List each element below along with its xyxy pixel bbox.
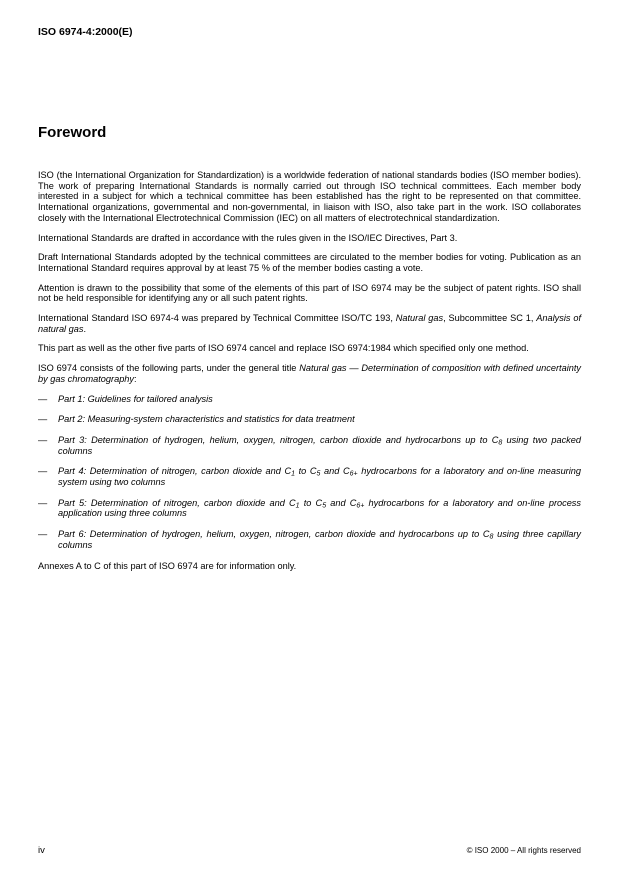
text-segment: hydrocarbons for a laboratory and on-line measuring system using two columns — [58, 466, 581, 488]
text-segment: Part 3: Determination of hydrogen, helium, oxygen, nitrogen, carbon dioxide and hydrocarbons up to C — [58, 434, 499, 445]
paragraph — [38, 313, 581, 334]
text-segment: International Standards are drafted in accordance with the rules given in the ISO/IEC Directives, Part 3. — [38, 232, 458, 243]
paragraph — [38, 343, 581, 354]
page-title: Foreword — [38, 124, 107, 141]
page-number: iv — [38, 845, 45, 856]
list-item-text — [58, 466, 581, 487]
list-item — [38, 529, 581, 550]
text-segment: 5 — [316, 470, 321, 478]
foreword-content — [38, 170, 581, 571]
list-item — [38, 414, 581, 425]
text-segment: 6+ — [349, 470, 358, 478]
text-segment: 8 — [489, 533, 494, 541]
list-item — [38, 394, 581, 405]
list-item — [38, 435, 581, 456]
document-number: ISO 6974-4:2000(E) — [38, 26, 133, 38]
list-dash: — — [38, 393, 48, 404]
text-segment: and C — [326, 497, 357, 508]
list-dash: — — [38, 466, 48, 477]
list-item-text — [58, 394, 581, 405]
list-dash: — — [38, 529, 48, 540]
list-item — [38, 498, 581, 519]
text-segment: ISO 6974 consists of the following parts, under the general title — [38, 363, 300, 374]
text-segment: 1 — [291, 470, 296, 478]
text-segment: Attention is drawn to the possibility that some of the elements of this part of ISO 6974 may be the subject of patent rights. ISO shall not be held responsible for identifying any or all such patent rights. — [38, 282, 581, 304]
text-segment: Part 1: Guidelines for tailored analysis — [58, 393, 213, 404]
list-item-text — [58, 414, 581, 425]
text-segment: hydrocarbons for a laboratory and on-line process application using three columns — [58, 497, 581, 519]
list-dash: — — [38, 497, 48, 508]
text-segment: Part 6: Determination of hydrogen, helium, oxygen, nitrogen, carbon dioxide and hydrocarbons up to C — [58, 529, 490, 540]
paragraph — [38, 363, 581, 384]
list-dash: — — [38, 414, 48, 425]
text-segment: , Subcommittee SC 1, — [443, 313, 537, 324]
list-item-text — [58, 435, 581, 456]
text-segment: Natural gas — Determination of composition with defined uncertainty by gas chromatography — [38, 363, 581, 384]
list-dash: — — [38, 434, 48, 445]
text-segment: 8 — [498, 439, 503, 447]
paragraph — [38, 170, 581, 224]
copyright-notice: © ISO 2000 – All rights reserved — [466, 846, 581, 855]
paragraph — [38, 283, 581, 304]
text-segment: Part 2: Measuring-system characteristics and statistics for data treatment — [58, 414, 355, 425]
text-segment: Natural gas — [395, 313, 444, 324]
text-segment: 1 — [295, 502, 300, 510]
list-item-text — [58, 498, 581, 519]
list-item — [38, 466, 581, 487]
text-segment: International Standard ISO 6974-4 was prepared by Technical Committee ISO/TC 193, — [38, 313, 396, 324]
text-segment: using three capillary columns — [58, 529, 581, 550]
text-segment: Analysis of natural gas — [38, 313, 581, 334]
paragraph — [38, 233, 581, 244]
text-segment: Draft International Standards adopted by the technical committees are circulated to the member bodies for voting. Publication as an International Standard requires approval by at least 75 % of the member bodies casting a vote. — [38, 252, 581, 273]
text-segment: using two packed columns — [58, 434, 581, 456]
text-segment: to C — [295, 466, 317, 477]
text-segment: 6+ — [356, 502, 365, 510]
document-header — [38, 26, 581, 38]
document-footer — [38, 845, 581, 856]
text-segment: . — [83, 323, 87, 334]
text-segment: : — [134, 373, 137, 384]
text-segment: Part 5: Determination of nitrogen, carbon dioxide and C — [58, 497, 296, 508]
list-item-text — [58, 529, 581, 550]
text-segment: This part as well as the other five parts of ISO 6974 cancel and replace ISO 6974:1984 which specified only one method. — [38, 343, 529, 354]
text-segment: Annexes A to C of this part of ISO 6974 are for information only. — [38, 560, 297, 571]
text-segment: Part 4: Determination of nitrogen, carbon dioxide and C — [58, 466, 292, 477]
paragraph — [38, 252, 581, 273]
text-segment: ISO (the International Organization for Standardization) is a worldwide federation of national standards bodies (ISO member bodies). The work of preparing International Standards is normally carried out through ISO technical committees. Each member body interested in a subject for which a technical committee has been established has the right to be represented on that committee. International organizations, governmental and non-governmental, in liaison with ISO, also take part in the work. ISO collaborates closely with the International Electrotechnical Commission (IEC) on all matters of electrotechnical standardization. — [38, 170, 581, 223]
paragraph — [38, 561, 581, 572]
text-segment: to C — [299, 497, 323, 508]
text-segment: and C — [320, 466, 350, 477]
text-segment: 5 — [322, 502, 327, 510]
